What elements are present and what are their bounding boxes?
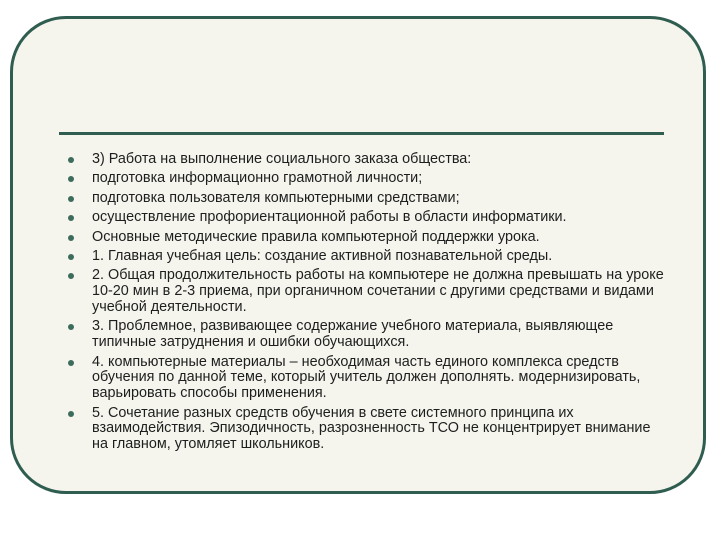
list-item	[68, 319, 668, 351]
bullet-icon	[68, 215, 74, 221]
list-item	[68, 210, 668, 226]
list-item	[68, 406, 668, 453]
list-item-text: 3. Проблемное, развивающее содержание учебного материала, выявляющее типичные затруднения и ошибки обучающихся.	[92, 318, 614, 351]
list-item	[68, 230, 668, 246]
bullet-icon	[68, 324, 74, 330]
bullet-icon	[68, 235, 74, 241]
list-item-text: осуществление профориентационной работы в области информатики.	[92, 209, 567, 226]
bullet-icon	[68, 360, 74, 366]
list-item-text: 5. Сочетание разных средств обучения в свете системного принципа их взаимодействия. Эпизодичность, разрозненность ТСО не концентрирует внимание на главном, утомляет школьников.	[92, 404, 651, 453]
bullet-icon	[68, 196, 74, 202]
list-item-text: 3) Работа на выполнение социального заказа общества:	[92, 151, 472, 167]
list-item-text: 2. Общая продолжительность работы на компьютере не должна превышать на уроке 10-20 мин в 2-3 приема, при органичном сочетании с другими средствами и видами учебной деятельности.	[92, 267, 664, 315]
bullet-list	[68, 152, 668, 456]
bullet-icon	[68, 273, 74, 279]
list-item	[68, 355, 668, 402]
list-item	[68, 268, 668, 315]
list-item-text: подготовка информационно грамотной личности;	[92, 170, 423, 187]
bullet-icon	[68, 176, 74, 182]
list-item-text: Основные методические правила компьютерной поддержки урока.	[92, 228, 540, 245]
bullet-icon	[68, 411, 74, 417]
list-item	[68, 191, 668, 207]
list-item-text: подготовка пользователя компьютерными средствами;	[92, 189, 460, 206]
bullet-icon	[68, 157, 74, 163]
list-item-text: 1. Главная учебная цель: создание активной познавательной среды.	[92, 247, 553, 264]
list-item-text: 4. компьютерные материалы – необходимая часть единого комплекса средств обучения по данной теме, который учитель должен дополнять. модернизировать, варьировать способы применения.	[92, 353, 641, 402]
list-item	[68, 171, 668, 187]
list-item	[68, 152, 668, 168]
list-item	[68, 249, 668, 265]
bullet-icon	[68, 254, 74, 260]
title-divider	[59, 132, 664, 135]
